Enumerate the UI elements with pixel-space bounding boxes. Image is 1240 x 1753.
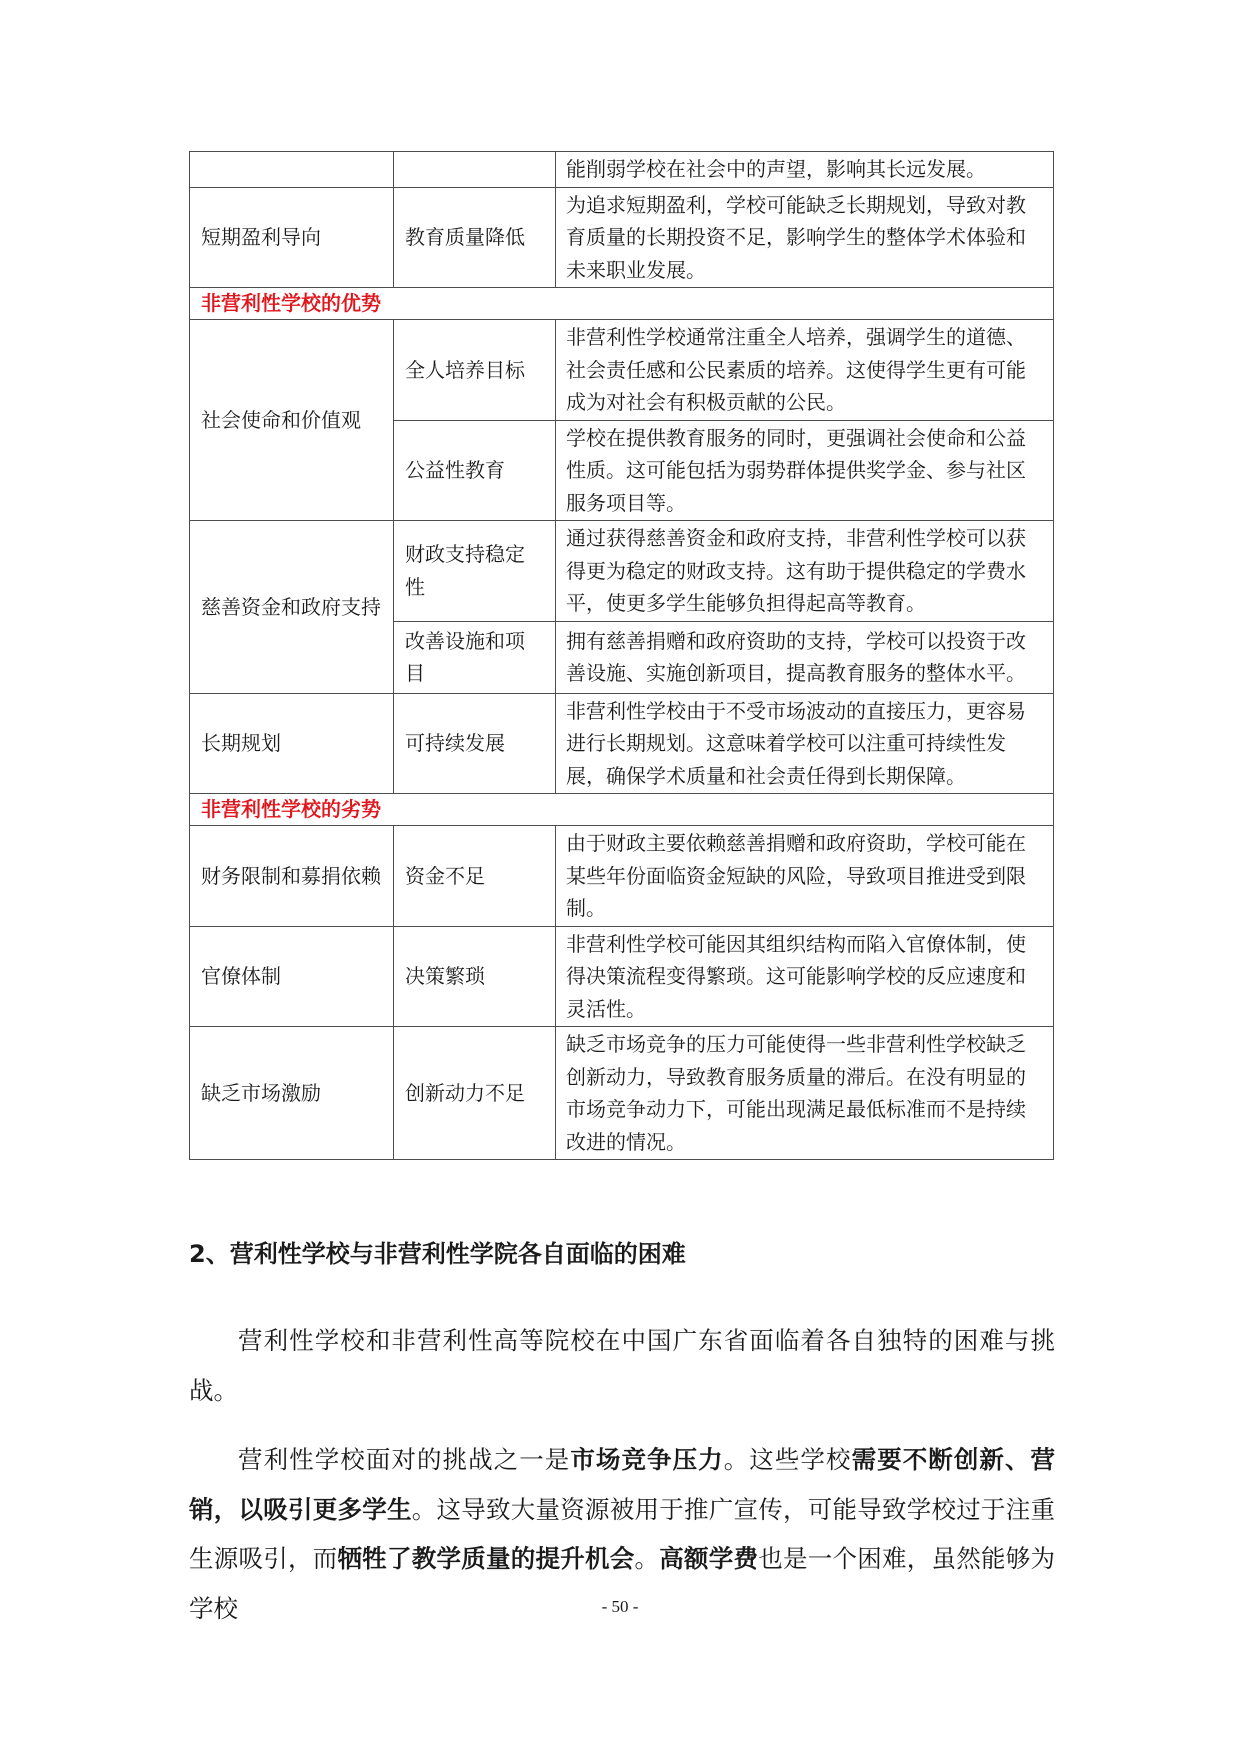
emphasis-text: 高额学费 [659, 1544, 759, 1573]
table-cell-aspect: 创新动力不足 [394, 1027, 556, 1160]
table-cell-description: 非营利性学校通常注重全人培养，强调学生的道德、社会责任感和公民素质的培养。这使得学生更有可能成为对社会有积极贡献的公民。 [556, 320, 1054, 421]
page-number: - 50 - [601, 1597, 639, 1616]
table-cell-category: 官僚体制 [190, 926, 394, 1027]
table-row [190, 693, 1054, 794]
section-heading: 2、营利性学校与非营利性学院各自面临的困难 [189, 1240, 686, 1268]
table-cell-category: 长期规划 [190, 693, 394, 794]
table-cell-category [190, 152, 394, 188]
table-cell-aspect: 资金不足 [394, 826, 556, 927]
section-header-row [190, 794, 1054, 826]
paragraph-text: 。 [634, 1544, 660, 1573]
emphasis-text: 需要不断创新、营销，以吸引更多学生 [189, 1445, 1056, 1524]
table-cell-description: 为追求短期盈利，学校可能缺乏长期规划，导致对教育质量的长期投资不足，影响学生的整体学术体验和未来职业发展。 [556, 187, 1054, 288]
table-row [190, 1027, 1054, 1160]
table-cell-description: 非营利性学校可能因其组织结构而陷入官僚体制，使得决策流程变得繁琐。这可能影响学校的反应速度和灵活性。 [556, 926, 1054, 1027]
table-cell-aspect: 改善设施和项目 [394, 621, 556, 693]
paragraph-text: 。这些学校 [723, 1445, 852, 1474]
table-row [190, 521, 1054, 622]
table-cell-aspect: 公益性教育 [394, 420, 556, 521]
table-cell-description: 学校在提供教育服务的同时，更强调社会使命和公益性质。这可能包括为弱势群体提供奖学金、参与社区服务项目等。 [556, 420, 1054, 521]
emphasis-text: 牺牲了教学质量的提升机会 [337, 1544, 635, 1573]
section-title-disadvantages: 非营利性学校的劣势 [190, 794, 1054, 826]
table-cell-aspect [394, 152, 556, 188]
table-row [190, 152, 1054, 188]
paragraph-text: 。这导致大量资源被用于推广宣传，可能导致学校过于注重生源吸引，而 [189, 1494, 1055, 1573]
paragraph-text: 也是一个困难，虽然能够为学校 [189, 1544, 1055, 1623]
table-cell-description: 能削弱学校在社会中的声望，影响其长远发展。 [556, 152, 1054, 188]
emphasis-text: 市场竞争压力 [570, 1445, 724, 1474]
table-cell-description: 由于财政主要依赖慈善捐赠和政府资助，学校可能在某些年份面临资金短缺的风险，导致项目推进受到限制。 [556, 826, 1054, 927]
table-cell-category: 社会使命和价值观 [190, 320, 394, 521]
comparison-table [189, 151, 1054, 1160]
table-cell-aspect: 财政支持稳定性 [394, 521, 556, 622]
table-cell-category: 短期盈利导向 [190, 187, 394, 288]
table-cell-category: 财务限制和募捐依赖 [190, 826, 394, 927]
paragraph-text: 营利性学校面对的挑战之一是 [238, 1445, 571, 1474]
section-header-row [190, 288, 1054, 320]
body-paragraph: 营利性学校和非营利性高等院校在中国广东省面临着各自独特的困难与挑战。 [189, 1326, 1055, 1405]
table-row [190, 187, 1054, 288]
table-row [190, 320, 1054, 421]
section-title-advantages: 非营利性学校的优势 [190, 288, 1054, 320]
table-cell-aspect: 可持续发展 [394, 693, 556, 794]
table-cell-aspect: 决策繁琐 [394, 926, 556, 1027]
table-cell-aspect: 全人培养目标 [394, 320, 556, 421]
table-cell-description: 非营利性学校由于不受市场波动的直接压力，更容易进行长期规划。这意味着学校可以注重可持续性发展，确保学术质量和社会责任得到长期保障。 [556, 693, 1054, 794]
table-cell-aspect: 教育质量降低 [394, 187, 556, 288]
table-cell-category: 慈善资金和政府支持 [190, 521, 394, 694]
table-row [190, 826, 1054, 927]
table-row [190, 926, 1054, 1027]
table-cell-description: 缺乏市场竞争的压力可能使得一些非营利性学校缺乏创新动力，导致教育服务质量的滞后。在没有明显的市场竞争动力下，可能出现满足最低标准而不是持续改进的情况。 [556, 1027, 1054, 1160]
table-cell-description: 拥有慈善捐赠和政府资助的支持，学校可以投资于改善设施、实施创新项目，提高教育服务的整体水平。 [556, 621, 1054, 693]
table-cell-description: 通过获得慈善资金和政府支持，非营利性学校可以获得更为稳定的财政支持。这有助于提供稳定的学费水平，使更多学生能够负担得起高等教育。 [556, 521, 1054, 622]
table-cell-category: 缺乏市场激励 [190, 1027, 394, 1160]
